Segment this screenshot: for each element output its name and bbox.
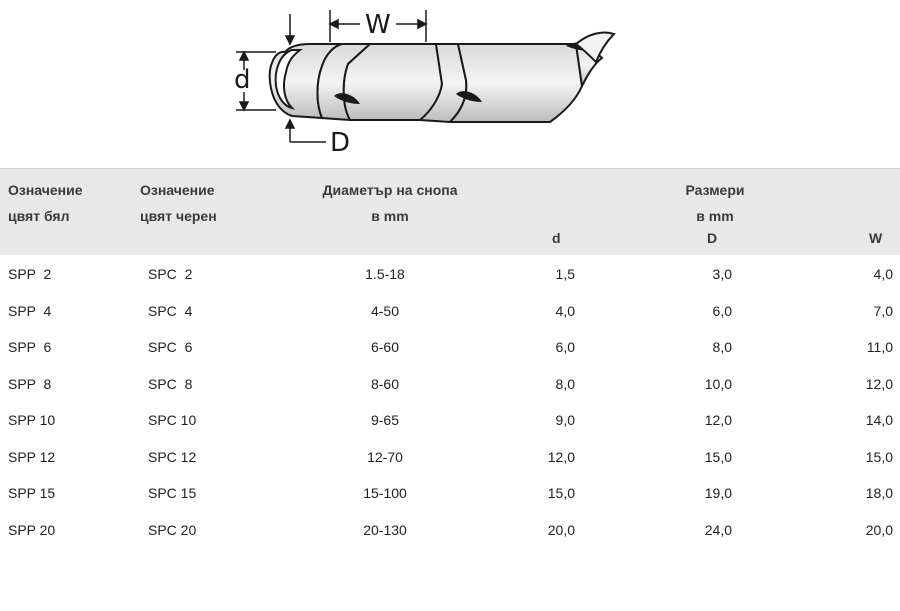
cell-white: SPP 4 (8, 302, 52, 319)
cell-white: SPP 2 (8, 266, 52, 282)
cell-range: 15-100 (363, 485, 407, 501)
table-header (0, 168, 900, 255)
cell-W: 14,0 (865, 412, 893, 428)
cell-black: SPC 10 (148, 412, 197, 428)
cell-W: 4,0 (873, 266, 893, 282)
cell-black: SPC 6 (148, 339, 193, 355)
header-W: W (869, 230, 883, 246)
cell-d: 9,0 (555, 412, 575, 428)
table-row (0, 477, 900, 514)
table-row (0, 404, 900, 441)
cell-W: 18,0 (865, 485, 893, 501)
cell-range: 12-70 (367, 448, 403, 465)
table-body (0, 258, 900, 550)
cell-black: SPC 12 (148, 448, 197, 465)
cell-d: 15,0 (547, 485, 575, 501)
cell-black: SPC 15 (148, 485, 197, 501)
cell-black: SPC 20 (148, 521, 197, 538)
cell-range: 4-50 (370, 302, 400, 319)
cell-D: 24,0 (704, 521, 732, 538)
d-label: d (234, 65, 251, 95)
table-row (0, 514, 900, 551)
cell-W: 20,0 (865, 521, 893, 538)
header-d: d (552, 230, 561, 246)
cell-black: SPC 4 (148, 302, 193, 319)
cell-D: 3,0 (712, 266, 732, 282)
table-row (0, 258, 900, 295)
header-white-label: Означение цвят бял (8, 182, 83, 224)
cell-D: 6,0 (712, 302, 732, 319)
table-row (0, 441, 900, 478)
cell-W: 11,0 (866, 339, 893, 355)
table-row (0, 368, 900, 405)
cell-d: 12,0 (547, 448, 575, 465)
cell-D: 15,0 (704, 448, 732, 465)
header-black-label: Означение цвят черен (140, 182, 217, 224)
cell-d: 4,0 (555, 302, 575, 319)
spec-table (0, 168, 900, 550)
spiral-body (270, 44, 602, 122)
cell-white: SPP 15 (8, 485, 56, 501)
cell-d: 8,0 (555, 375, 575, 392)
header-bundle-diameter: Диаметър на снопа в mm (322, 182, 458, 224)
cell-D: 10,0 (704, 375, 732, 392)
cell-white: SPP 20 (8, 521, 56, 538)
header-dimensions: Размери в mm (685, 182, 745, 224)
table-row (0, 295, 900, 332)
cell-range: 9-65 (370, 412, 400, 428)
cell-W: 15,0 (865, 448, 893, 465)
cell-D: 8,0 (712, 339, 732, 355)
cell-range: 8-60 (370, 375, 400, 392)
cell-W: 7,0 (873, 302, 893, 319)
cell-black: SPC 2 (148, 266, 193, 282)
cell-range: 1.5-18 (365, 266, 405, 282)
cell-range: 20-130 (363, 521, 407, 538)
cell-white: SPP 8 (8, 375, 52, 392)
cell-D: 19,0 (704, 485, 732, 501)
cell-W: 12,0 (865, 375, 893, 392)
spiral-wrap-diagram (230, 0, 630, 165)
header-D: D (707, 230, 718, 246)
cell-white: SPP 12 (8, 448, 56, 465)
cell-d: 6,0 (555, 339, 575, 355)
table-row (0, 331, 900, 368)
cell-white: SPP 10 (8, 412, 56, 428)
w-label: W (365, 10, 391, 40)
cell-d: 1,5 (555, 266, 575, 282)
D-label: D (330, 128, 351, 158)
cell-black: SPC 8 (148, 375, 193, 392)
cell-white: SPP 6 (8, 339, 52, 355)
cell-d: 20,0 (547, 521, 575, 538)
cell-D: 12,0 (704, 412, 732, 428)
cell-range: 6-60 (370, 339, 400, 355)
